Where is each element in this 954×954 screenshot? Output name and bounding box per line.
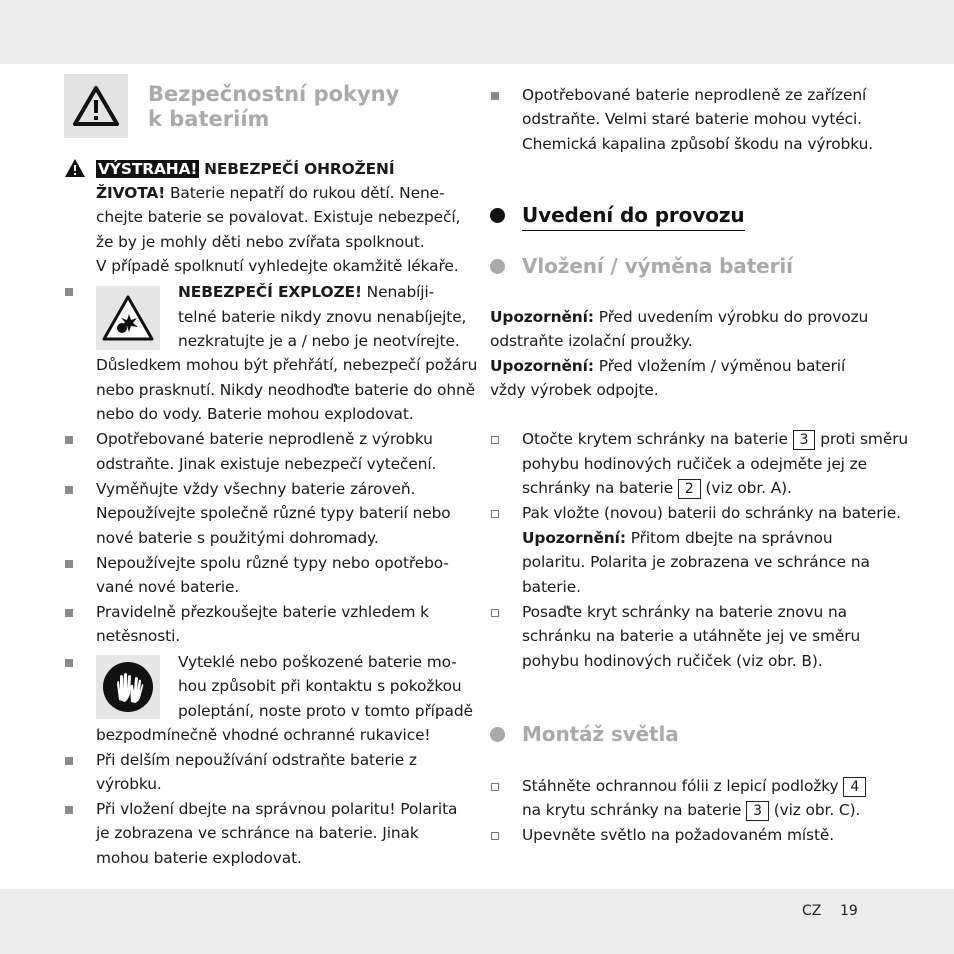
list-item: Opotřebované baterie neprodleně z výrobku (96, 430, 433, 448)
list-item: vané nové baterie. (96, 578, 240, 596)
list-item: netěsnosti. (96, 627, 181, 645)
warning-line-3: že by je mohly děti nebo zvířata spolknout. (96, 233, 425, 251)
note-text: Před vložením / výměnou baterií (598, 357, 846, 375)
bullet-square (491, 92, 499, 100)
list-item: poleptání, noste proto v tomto případě (178, 702, 473, 720)
list-item: Vyměňujte vždy všechny baterie zároveň. (96, 480, 416, 498)
step-text: na krytu schránky na baterie (522, 801, 742, 819)
heading-mount: Montáž světla (522, 722, 679, 746)
list-item: Pravidelně přezkoušejte baterie vzhledem k (96, 603, 429, 621)
heading-battery: Vložení / výměna baterií (522, 254, 793, 278)
step-2-line-1: Pak vložte (novou) baterii do schránky na baterie. (522, 504, 901, 522)
note-1-line-1 (490, 305, 868, 329)
heading-dot (490, 208, 505, 223)
explosion-line-4: Důsledkem mohou být přehřátí, nebezpečí požáru (96, 356, 478, 374)
mount-2-line-1: Upevněte světlo na požadovaném místě. (522, 826, 835, 844)
explosion-text-1: Nenabíji- (366, 283, 435, 301)
step-2-line-2 (522, 526, 833, 550)
list-item: Při delším nepoužívání odstraňte baterie z (96, 751, 417, 769)
part-number-badge: 2 (678, 479, 701, 499)
explosion-line-5: nebo prasknutí. Nikdy neodhoďte baterie do ohně (96, 381, 476, 399)
section-heading-line1: Bezpečnostní pokyny (148, 82, 400, 106)
bottom-band (0, 889, 954, 954)
heading-dot (490, 727, 505, 742)
step-text: Přitom dbejte na správnou (630, 529, 833, 547)
step-1-line-1 (522, 427, 908, 451)
note-label: Upozornění: (522, 529, 626, 547)
list-item: Opotřebované baterie neprodleně ze zařízení (522, 86, 867, 104)
step-checkbox (491, 609, 499, 617)
step-3-line-2: schránku na baterie a utáhněte jej ve směru (522, 627, 861, 645)
step-text: (viz obr. A). (705, 479, 792, 497)
heading-dot (490, 259, 505, 274)
list-item: Nepoužívejte společně různé typy baterií nebo (96, 504, 451, 522)
step-checkbox (491, 832, 499, 840)
warning-title2: ŽIVOTA! (96, 184, 166, 202)
list-item: Vyteklé nebo poškozené baterie mo- (178, 653, 457, 671)
step-text: schránky na baterie (522, 479, 674, 497)
list-item: Chemická kapalina způsobí škodu na výrobku. (522, 135, 874, 153)
explosion-line-6: nebo do vody. Baterie mohou explodovat. (96, 405, 414, 423)
list-item: hou způsobit při kontaktu s pokožkou (178, 677, 462, 695)
step-2-line-4: baterie. (522, 578, 581, 596)
note-1-line-2: odstraňte izolační proužky. (490, 332, 693, 350)
warning-tag: VÝSTRAHA! (98, 160, 198, 178)
warning-line-4: V případě spolknutí vyhledejte okamžitě lékaře. (96, 257, 459, 275)
list-item: Nepoužívejte spolu různé typy nebo opotřebo- (96, 554, 449, 572)
note-label: Upozornění: (490, 308, 594, 326)
part-number-badge: 3 (746, 801, 769, 821)
step-text: Otočte krytem schránky na baterie (522, 430, 788, 448)
list-item: bezpodmínečně vhodné ochranné rukavice! (96, 726, 431, 744)
note-text: Před uvedením výrobku do provozu (598, 308, 869, 326)
note-label: Upozornění: (490, 357, 594, 375)
part-number-badge: 3 (793, 430, 816, 450)
mount-1-line-2 (522, 798, 860, 822)
list-item: odstraňte. Jinak existuje nebezpečí vytečení. (96, 455, 437, 473)
mount-1-line-1 (522, 774, 866, 798)
list-item: výrobku. (96, 775, 162, 793)
page-number: 19 (840, 903, 858, 919)
list-item: je zobrazena ve schránce na baterie. Jinak (96, 824, 419, 842)
list-item: odstraňte. Velmi staré baterie mohou vytéci. (522, 110, 862, 128)
footer-language: CZ (802, 903, 822, 919)
section-heading-line2: k bateriím (148, 107, 270, 131)
step-checkbox (491, 783, 499, 791)
warning-text-1: Baterie nepatří do rukou dětí. Nene- (169, 184, 445, 202)
step-1-line-3 (522, 476, 792, 500)
part-number-badge: 4 (843, 777, 866, 797)
explosion-line-2: telné baterie nikdy znovu nenabíjejte, (178, 308, 467, 326)
step-3-line-3: pohybu hodinových ručiček (viz obr. B). (522, 652, 823, 670)
step-checkbox (491, 436, 499, 444)
step-3-line-1: Posaďte kryt schránky na baterie znovu na (522, 603, 847, 621)
list-item: Při vložení dbejte na správnou polaritu! Polarita (96, 800, 458, 818)
note-2-line-1 (490, 354, 845, 378)
step-1-line-2: pohybu hodinových ručiček a odejměte jej ze (522, 455, 868, 473)
step-2-line-3: polaritu. Polarita je zobrazena ve schránce na (522, 553, 870, 571)
explosion-line-3: nezkratujte je a / nebo je neotvírejte. (178, 332, 460, 350)
explosion-title: NEBEZPEČÍ EXPLOZE! (178, 283, 362, 301)
heading-operation: Uvedení do provozu (522, 202, 745, 231)
step-text: (viz obr. C). (773, 801, 861, 819)
list-item: mohou baterie explodovat. (96, 849, 302, 867)
step-checkbox (491, 510, 499, 518)
step-text: Stáhněte ochrannou fólii z lepicí podložky (522, 777, 839, 795)
warning-title: NEBEZPEČÍ OHROŽENÍ (204, 160, 395, 178)
warning-line-2: chejte baterie se povalovat. Existuje nebezpečí, (96, 208, 461, 226)
step-text: proti směru (820, 430, 909, 448)
list-item: nové baterie s použitými dohromady. (96, 529, 379, 547)
note-2-line-2: vždy výrobek odpojte. (490, 381, 659, 399)
